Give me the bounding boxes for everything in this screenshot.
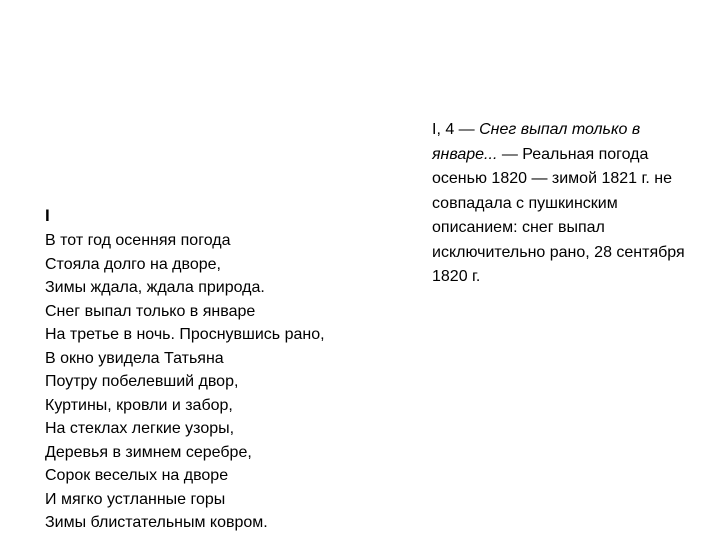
- poem-line-7: Поутру побелевший двор,: [45, 373, 239, 390]
- poem-line-5: На третье в ночь. Проснувшись рано,: [45, 326, 325, 343]
- poem-block: [45, 206, 425, 535]
- poem-line-10: Деревья в зимнем серебре,: [45, 443, 252, 461]
- poem-line-9: На стеклах легкие узоры,: [45, 420, 235, 437]
- poem-line-8: Куртины, кровли и забор,: [45, 396, 233, 414]
- poem-line-1: В тот год осенняя погода: [45, 232, 231, 249]
- poem-line-11: Сорок веселых на дворе: [45, 467, 229, 484]
- poem-line-13: Зимы блистательным ковром.: [45, 514, 268, 531]
- poem-line-3: Зимы ждала, ждала природа.: [45, 279, 265, 296]
- note-explanation: — Реальная погода осенью 1820 — зимой 1821 г. не совпадала с пушкинским описанием: снег выпал исключительно рано, 28 сентября 1820 г.: [432, 145, 685, 285]
- poem-line-6: В окно увидела Татьяна: [45, 349, 224, 367]
- commentary-note: [432, 118, 697, 290]
- poem-line-4: Снег выпал только в январе: [45, 302, 256, 320]
- poem-line-12: И мягко устланные горы: [45, 490, 226, 508]
- note-reference: I, 4 —: [432, 121, 480, 138]
- note-quote: Снег выпал только в январе...: [432, 121, 641, 163]
- stanza-number: I: [45, 206, 50, 225]
- poem-line-2: Стояла долго на дворе,: [45, 255, 221, 273]
